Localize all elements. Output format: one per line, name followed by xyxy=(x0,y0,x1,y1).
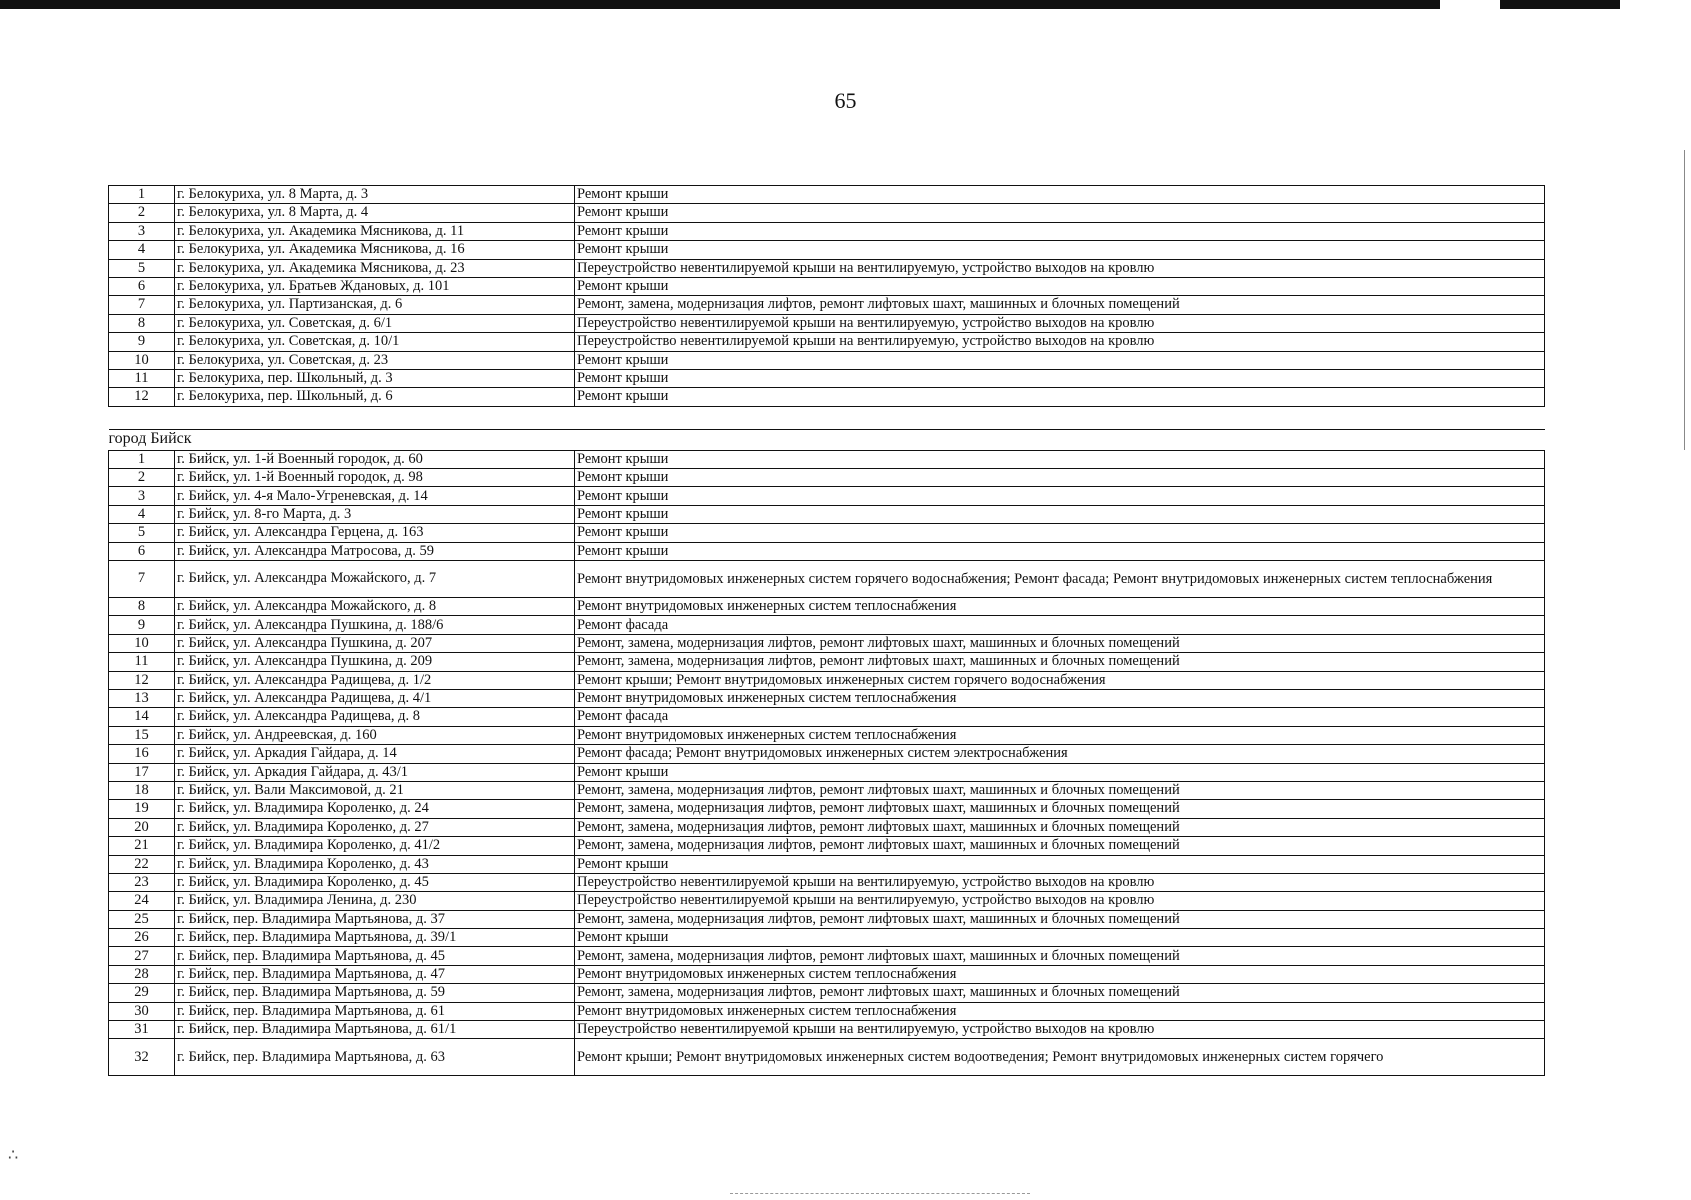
row-number: 30 xyxy=(109,1002,175,1020)
row-work-type: Ремонт крыши xyxy=(575,241,1545,259)
row-work-type: Ремонт фасада xyxy=(575,708,1545,726)
table-row xyxy=(109,929,1545,947)
row-number: 10 xyxy=(109,634,175,652)
row-work-type: Ремонт крыши xyxy=(575,487,1545,505)
scan-top-border-gap xyxy=(1440,0,1500,9)
row-number: 6 xyxy=(109,277,175,295)
row-address: г. Бийск, пер. Владимира Мартьянова, д. 59 xyxy=(175,984,575,1002)
row-number: 5 xyxy=(109,259,175,277)
row-address: г. Белокуриха, ул. Советская, д. 6/1 xyxy=(175,314,575,332)
row-work-type: Ремонт крыши xyxy=(575,469,1545,487)
row-address: г. Бийск, пер. Владимира Мартьянова, д. 37 xyxy=(175,910,575,928)
row-work-type: Ремонт, замена, модернизация лифтов, ремонт лифтовых шахт, машинных и блочных помещений xyxy=(575,947,1545,965)
row-address: г. Бийск, ул. Владимира Короленко, д. 43 xyxy=(175,855,575,873)
row-work-type: Ремонт, замена, модернизация лифтов, ремонт лифтовых шахт, машинных и блочных помещений xyxy=(575,296,1545,314)
table-row xyxy=(109,450,1545,468)
table-row xyxy=(109,781,1545,799)
row-address: г. Бийск, ул. 1-й Военный городок, д. 98 xyxy=(175,469,575,487)
row-work-type: Ремонт внутридомовых инженерных систем горячего водоснабжения; Ремонт фасада; Ремонт внутридомовых инженерных систем теплоснабжения xyxy=(575,561,1545,598)
row-address: г. Белокуриха, ул. Академика Мясникова, д. 16 xyxy=(175,241,575,259)
table-row xyxy=(109,388,1545,406)
table-row xyxy=(109,634,1545,652)
row-address: г. Бийск, ул. Александра Пушкина, д. 207 xyxy=(175,634,575,652)
table-row xyxy=(109,1021,1545,1039)
row-address: г. Белокуриха, ул. Партизанская, д. 6 xyxy=(175,296,575,314)
row-work-type: Ремонт внутридомовых инженерных систем теплоснабжения xyxy=(575,965,1545,983)
row-work-type: Переустройство невентилируемой крыши на вентилируемую, устройство выходов на кровлю xyxy=(575,333,1545,351)
row-number: 2 xyxy=(109,469,175,487)
table-row xyxy=(109,598,1545,616)
table-row xyxy=(109,222,1545,240)
row-address: г. Белокуриха, ул. Советская, д. 23 xyxy=(175,351,575,369)
row-number: 25 xyxy=(109,910,175,928)
table-row xyxy=(109,351,1545,369)
row-number: 16 xyxy=(109,745,175,763)
row-work-type: Ремонт, замена, модернизация лифтов, ремонт лифтовых шахт, машинных и блочных помещений xyxy=(575,984,1545,1002)
scan-bottom-dash xyxy=(730,1193,1030,1195)
row-number: 20 xyxy=(109,818,175,836)
table-row xyxy=(109,259,1545,277)
row-work-type: Ремонт внутридомовых инженерных систем теплоснабжения xyxy=(575,689,1545,707)
table-row xyxy=(109,689,1545,707)
row-address: г. Бийск, ул. Александра Пушкина, д. 209 xyxy=(175,653,575,671)
row-number: 8 xyxy=(109,598,175,616)
table-row xyxy=(109,314,1545,332)
row-number: 22 xyxy=(109,855,175,873)
row-address: г. Бийск, пер. Владимира Мартьянова, д. 61/1 xyxy=(175,1021,575,1039)
table-row xyxy=(109,745,1545,763)
row-work-type: Ремонт, замена, модернизация лифтов, ремонт лифтовых шахт, машинных и блочных помещений xyxy=(575,910,1545,928)
row-address: г. Бийск, ул. Александра Радищева, д. 1/2 xyxy=(175,671,575,689)
row-work-type: Ремонт крыши xyxy=(575,929,1545,947)
table-row xyxy=(109,708,1545,726)
row-work-type: Переустройство невентилируемой крыши на вентилируемую, устройство выходов на кровлю xyxy=(575,873,1545,891)
row-number: 12 xyxy=(109,671,175,689)
table-row xyxy=(109,1002,1545,1020)
table-row xyxy=(109,561,1545,598)
row-address: г. Белокуриха, ул. Академика Мясникова, д. 23 xyxy=(175,259,575,277)
row-address: г. Бийск, ул. Александра Герцена, д. 163 xyxy=(175,524,575,542)
table-row xyxy=(109,524,1545,542)
row-work-type: Ремонт, замена, модернизация лифтов, ремонт лифтовых шахт, машинных и блочных помещений xyxy=(575,818,1545,836)
table-row xyxy=(109,653,1545,671)
row-work-type: Ремонт внутридомовых инженерных систем теплоснабжения xyxy=(575,1002,1545,1020)
row-address: г. Бийск, ул. Владимира Ленина, д. 230 xyxy=(175,892,575,910)
row-work-type: Ремонт крыши; Ремонт внутридомовых инженерных систем горячего водоснабжения xyxy=(575,671,1545,689)
row-address: г. Белокуриха, ул. Советская, д. 10/1 xyxy=(175,333,575,351)
row-work-type: Ремонт внутридомовых инженерных систем теплоснабжения xyxy=(575,726,1545,744)
table-row xyxy=(109,469,1545,487)
row-address: г. Бийск, ул. Александра Можайского, д. 8 xyxy=(175,598,575,616)
scan-edge-line xyxy=(1684,150,1685,450)
row-work-type: Ремонт крыши xyxy=(575,204,1545,222)
row-address: г. Бийск, ул. Владимира Короленко, д. 45 xyxy=(175,873,575,891)
row-number: 14 xyxy=(109,708,175,726)
row-number: 4 xyxy=(109,505,175,523)
table-row xyxy=(109,800,1545,818)
row-number: 10 xyxy=(109,351,175,369)
table-row xyxy=(109,726,1545,744)
table-spacer xyxy=(109,406,1545,450)
row-work-type: Ремонт, замена, модернизация лифтов, ремонт лифтовых шахт, машинных и блочных помещений xyxy=(575,800,1545,818)
row-number: 8 xyxy=(109,314,175,332)
row-work-type: Ремонт крыши xyxy=(575,351,1545,369)
table-row xyxy=(109,505,1545,523)
table-row xyxy=(109,296,1545,314)
row-number: 31 xyxy=(109,1021,175,1039)
row-work-type: Ремонт внутридомовых инженерных систем теплоснабжения xyxy=(575,598,1545,616)
row-address: г. Белокуриха, ул. Братьев Ждановых, д. 101 xyxy=(175,277,575,295)
row-number: 11 xyxy=(109,653,175,671)
row-number: 29 xyxy=(109,984,175,1002)
table-row xyxy=(109,892,1545,910)
row-address: г. Бийск, ул. Александра Матросова, д. 59 xyxy=(175,542,575,560)
row-number: 1 xyxy=(109,450,175,468)
row-address: г. Бийск, пер. Владимира Мартьянова, д. 45 xyxy=(175,947,575,965)
section-title: город Бийск xyxy=(109,429,1545,450)
scan-top-border-gap xyxy=(1620,0,1691,9)
row-number: 9 xyxy=(109,333,175,351)
row-work-type: Ремонт крыши xyxy=(575,222,1545,240)
row-work-type: Ремонт крыши xyxy=(575,277,1545,295)
row-number: 5 xyxy=(109,524,175,542)
table-row xyxy=(109,542,1545,560)
table-row xyxy=(109,837,1545,855)
table-row xyxy=(109,947,1545,965)
row-number: 28 xyxy=(109,965,175,983)
row-work-type: Ремонт, замена, модернизация лифтов, ремонт лифтовых шахт, машинных и блочных помещений xyxy=(575,837,1545,855)
table-row xyxy=(109,277,1545,295)
row-address: г. Бийск, ул. 8-го Марта, д. 3 xyxy=(175,505,575,523)
table-row xyxy=(109,671,1545,689)
row-number: 7 xyxy=(109,561,175,598)
table-row xyxy=(109,763,1545,781)
row-number: 11 xyxy=(109,369,175,387)
row-address: г. Белокуриха, ул. 8 Марта, д. 4 xyxy=(175,204,575,222)
row-work-type: Ремонт, замена, модернизация лифтов, ремонт лифтовых шахт, машинных и блочных помещений xyxy=(575,781,1545,799)
row-number: 3 xyxy=(109,487,175,505)
row-work-type: Ремонт, замена, модернизация лифтов, ремонт лифтовых шахт, машинных и блочных помещений xyxy=(575,634,1545,652)
row-work-type: Ремонт крыши xyxy=(575,186,1545,204)
row-number: 17 xyxy=(109,763,175,781)
row-number: 27 xyxy=(109,947,175,965)
row-address: г. Бийск, ул. Александра Радищева, д. 8 xyxy=(175,708,575,726)
table-row xyxy=(109,855,1545,873)
row-number: 2 xyxy=(109,204,175,222)
row-number: 24 xyxy=(109,892,175,910)
row-work-type: Ремонт крыши xyxy=(575,542,1545,560)
row-number: 9 xyxy=(109,616,175,634)
row-work-type: Ремонт крыши; Ремонт внутридомовых инженерных систем водоотведения; Ремонт внутридомовых инженерных систем горячего xyxy=(575,1039,1545,1076)
row-address: г. Белокуриха, ул. Академика Мясникова, д. 11 xyxy=(175,222,575,240)
row-address: г. Бийск, ул. Андреевская, д. 160 xyxy=(175,726,575,744)
row-work-type: Переустройство невентилируемой крыши на вентилируемую, устройство выходов на кровлю xyxy=(575,259,1545,277)
row-number: 1 xyxy=(109,186,175,204)
row-work-type: Переустройство невентилируемой крыши на вентилируемую, устройство выходов на кровлю xyxy=(575,314,1545,332)
row-address: г. Бийск, ул. Владимира Короленко, д. 24 xyxy=(175,800,575,818)
table-row xyxy=(109,965,1545,983)
row-number: 4 xyxy=(109,241,175,259)
table-row xyxy=(109,616,1545,634)
row-address: г. Бийск, ул. Владимира Короленко, д. 27 xyxy=(175,818,575,836)
scan-top-border xyxy=(0,0,1691,9)
row-number: 18 xyxy=(109,781,175,799)
row-number: 6 xyxy=(109,542,175,560)
table-row xyxy=(109,186,1545,204)
table-row xyxy=(109,369,1545,387)
row-address: г. Бийск, пер. Владимира Мартьянова, д. 63 xyxy=(175,1039,575,1076)
row-work-type: Ремонт крыши xyxy=(575,505,1545,523)
repair-table xyxy=(108,185,1545,1076)
row-address: г. Бийск, ул. Вали Максимовой, д. 21 xyxy=(175,781,575,799)
row-number: 12 xyxy=(109,388,175,406)
row-work-type: Ремонт крыши xyxy=(575,763,1545,781)
row-address: г. Бийск, пер. Владимира Мартьянова, д. 39/1 xyxy=(175,929,575,947)
table-row xyxy=(109,487,1545,505)
table-row xyxy=(109,333,1545,351)
row-number: 7 xyxy=(109,296,175,314)
row-work-type: Переустройство невентилируемой крыши на вентилируемую, устройство выходов на кровлю xyxy=(575,1021,1545,1039)
row-number: 19 xyxy=(109,800,175,818)
row-address: г. Бийск, ул. 1-й Военный городок, д. 60 xyxy=(175,450,575,468)
table-section-biysk xyxy=(109,450,1545,1076)
row-number: 3 xyxy=(109,222,175,240)
table-row xyxy=(109,204,1545,222)
table-row xyxy=(109,910,1545,928)
table-row xyxy=(109,818,1545,836)
row-work-type: Ремонт крыши xyxy=(575,450,1545,468)
row-work-type: Ремонт крыши xyxy=(575,369,1545,387)
row-work-type: Ремонт, замена, модернизация лифтов, ремонт лифтовых шахт, машинных и блочных помещений xyxy=(575,653,1545,671)
row-address: г. Бийск, ул. Александра Пушкина, д. 188/6 xyxy=(175,616,575,634)
row-address: г. Бийск, пер. Владимира Мартьянова, д. 61 xyxy=(175,1002,575,1020)
row-number: 15 xyxy=(109,726,175,744)
row-number: 32 xyxy=(109,1039,175,1076)
row-work-type: Ремонт фасада xyxy=(575,616,1545,634)
row-address: г. Бийск, ул. Владимира Короленко, д. 41/2 xyxy=(175,837,575,855)
margin-mark: ∴ xyxy=(8,1147,19,1164)
row-number: 13 xyxy=(109,689,175,707)
table-row xyxy=(109,984,1545,1002)
spacer-row xyxy=(109,406,1545,429)
table-row xyxy=(109,873,1545,891)
row-address: г. Бийск, ул. Аркадия Гайдара, д. 43/1 xyxy=(175,763,575,781)
row-number: 26 xyxy=(109,929,175,947)
row-address: г. Бийск, ул. Александра Можайского, д. 7 xyxy=(175,561,575,598)
row-number: 21 xyxy=(109,837,175,855)
row-address: г. Бийск, пер. Владимира Мартьянова, д. 47 xyxy=(175,965,575,983)
row-address: г. Бийск, ул. Александра Радищева, д. 4/1 xyxy=(175,689,575,707)
row-work-type: Ремонт крыши xyxy=(575,524,1545,542)
row-address: г. Бийск, ул. 4-я Мало-Угреневская, д. 14 xyxy=(175,487,575,505)
table-row xyxy=(109,1039,1545,1076)
row-work-type: Ремонт крыши xyxy=(575,855,1545,873)
table-section-belokurikha xyxy=(109,186,1545,407)
row-number: 23 xyxy=(109,873,175,891)
row-work-type: Ремонт фасада; Ремонт внутридомовых инженерных систем электроснабжения xyxy=(575,745,1545,763)
row-address: г. Белокуриха, пер. Школьный, д. 6 xyxy=(175,388,575,406)
section-heading-row xyxy=(109,429,1545,450)
row-address: г. Бийск, ул. Аркадия Гайдара, д. 14 xyxy=(175,745,575,763)
row-work-type: Ремонт крыши xyxy=(575,388,1545,406)
row-address: г. Белокуриха, ул. 8 Марта, д. 3 xyxy=(175,186,575,204)
row-work-type: Переустройство невентилируемой крыши на вентилируемую, устройство выходов на кровлю xyxy=(575,892,1545,910)
page-number: 65 xyxy=(834,88,857,113)
table-row xyxy=(109,241,1545,259)
row-address: г. Белокуриха, пер. Школьный, д. 3 xyxy=(175,369,575,387)
